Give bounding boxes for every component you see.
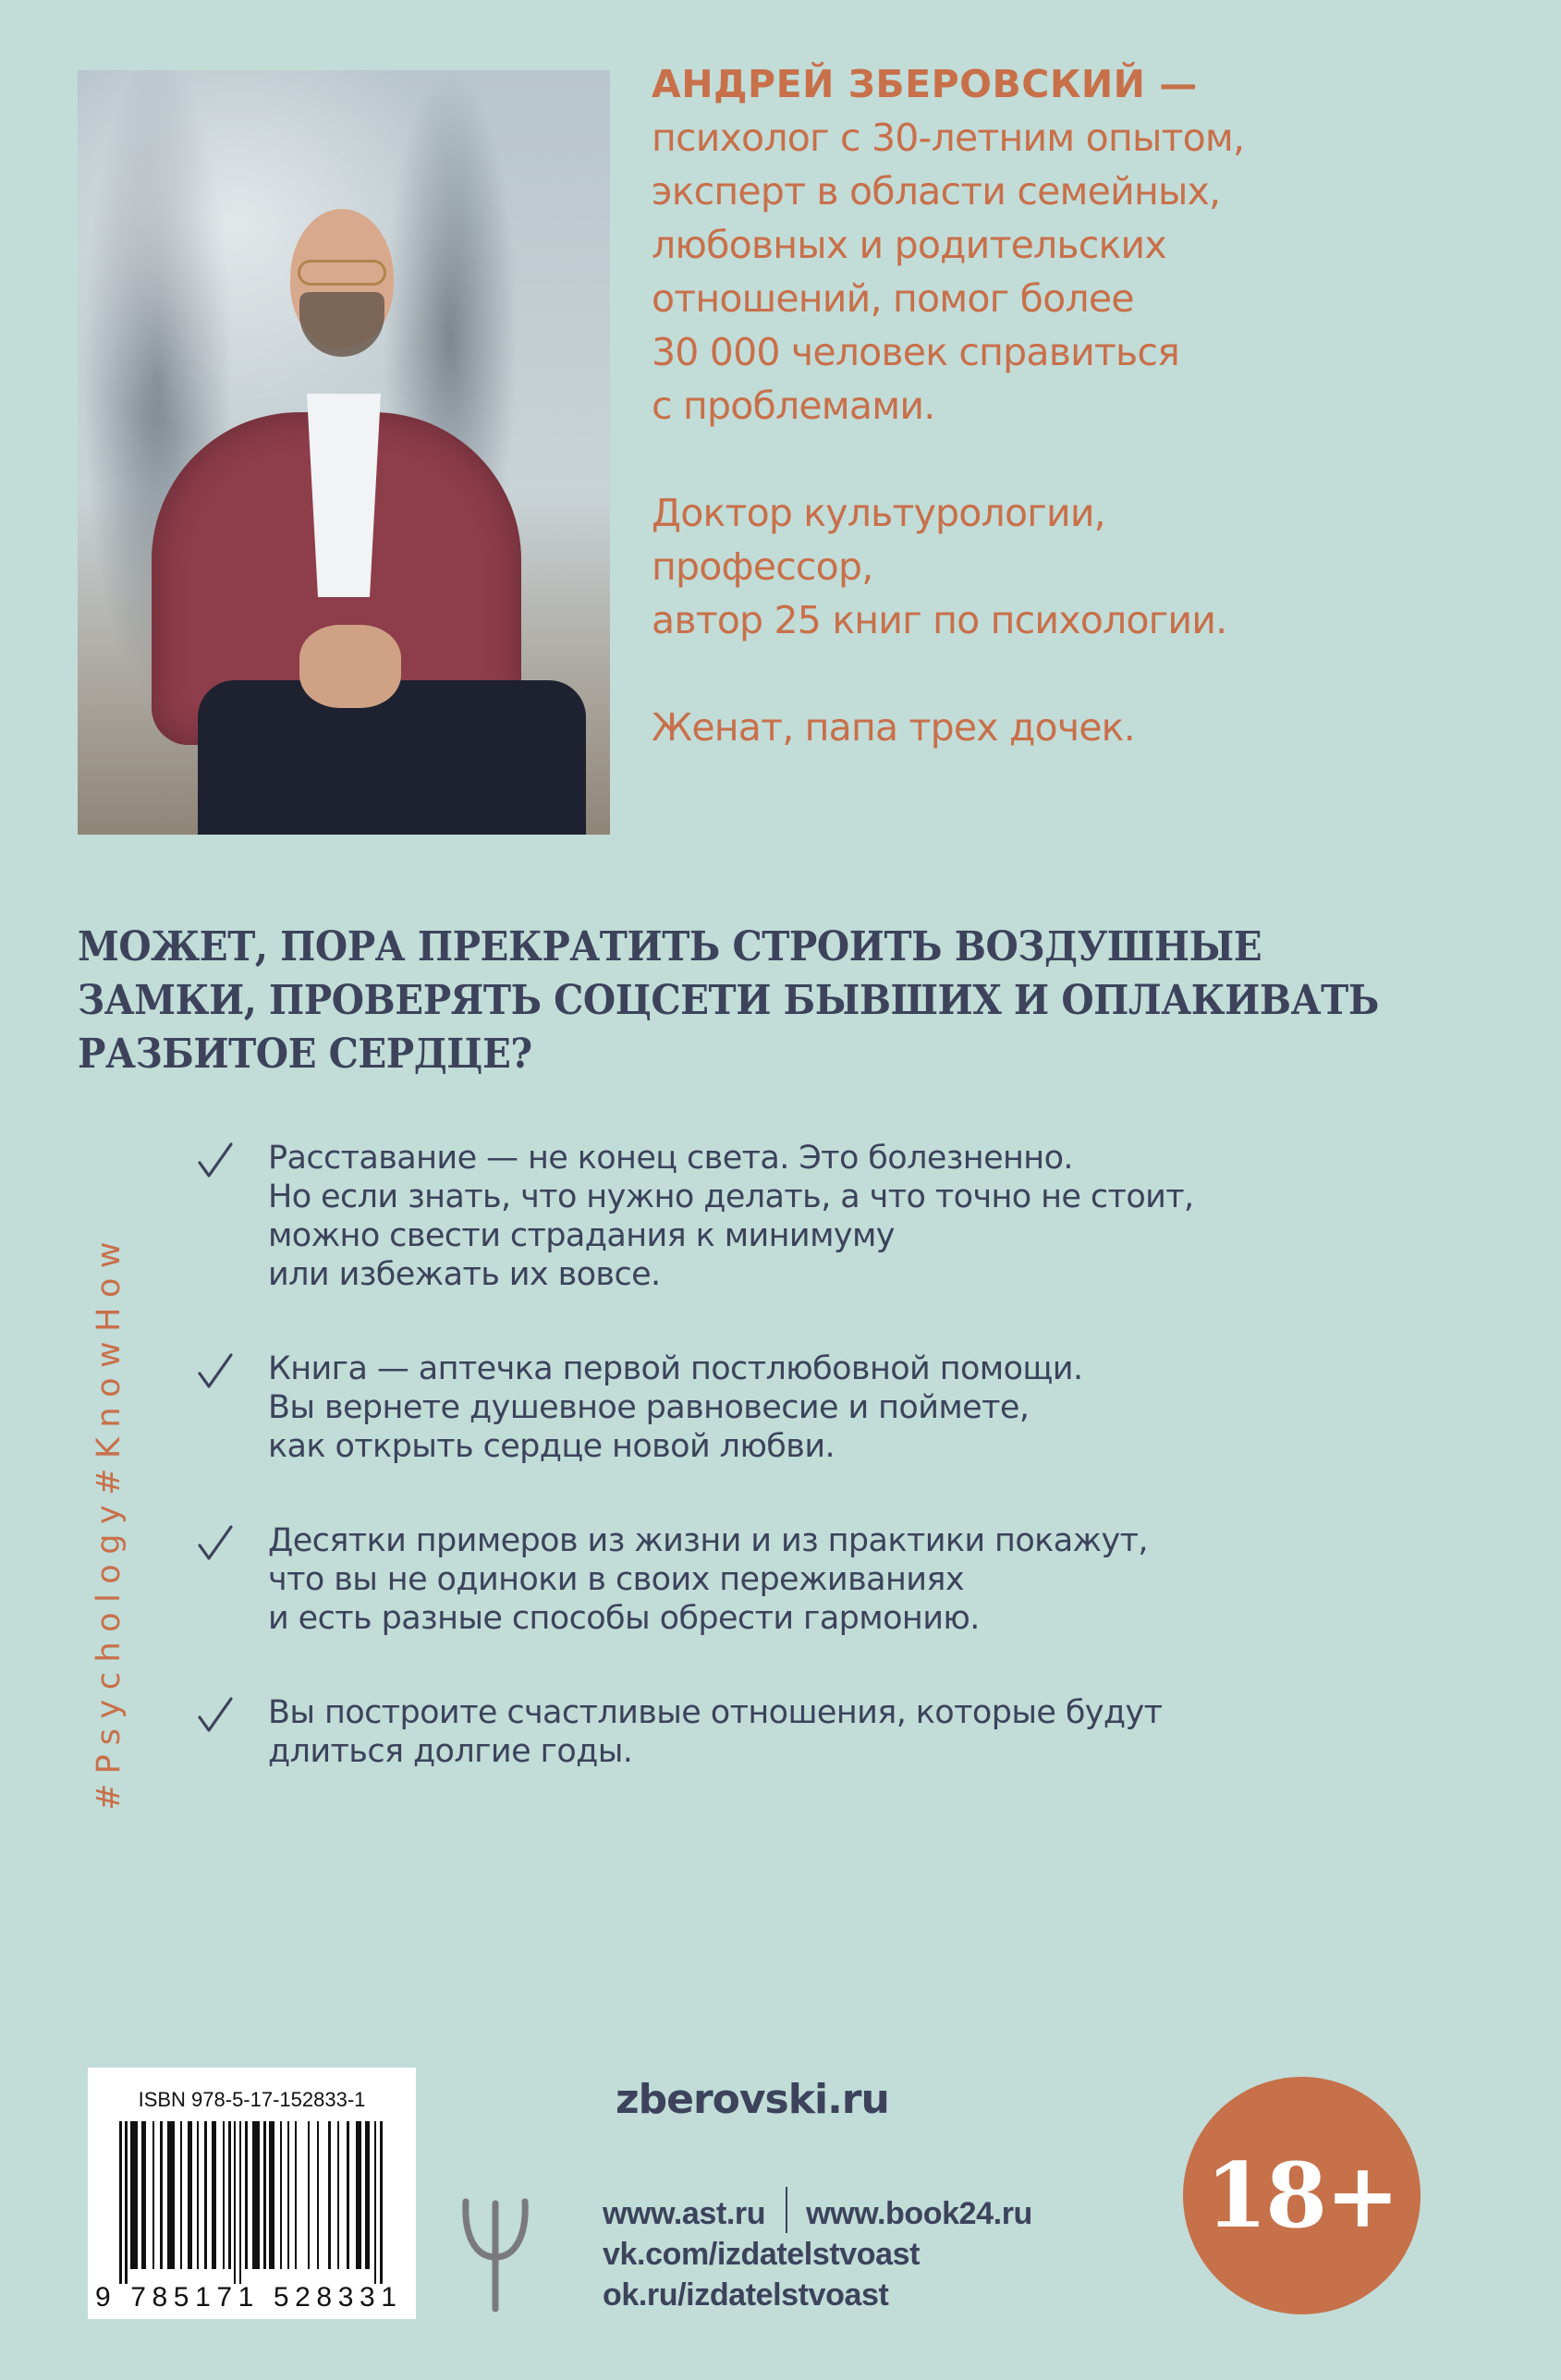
bio-line: любовных и родительских: [652, 223, 1166, 267]
ast-link[interactable]: www.ast.ru: [603, 2196, 766, 2231]
credentials-line: Доктор культурологии,: [652, 491, 1105, 535]
bullet-line: Десятки примеров из жизни и из практики покажут,: [268, 1522, 1148, 1559]
links-row: [603, 2187, 1032, 2234]
spacer: [652, 433, 1511, 486]
bio-line: психолог с 30-летним опытом,: [652, 116, 1245, 160]
ok-link[interactable]: ok.ru/izdatelstvoast: [603, 2277, 889, 2313]
book24-link[interactable]: www.book24.ru: [806, 2196, 1032, 2231]
bullet-line: можно свести страдания к минимуму: [268, 1217, 895, 1254]
bullet-line: и есть разные способы обрести гармонию.: [268, 1600, 980, 1637]
headline-line: МОЖЕТ, ПОРА ПРЕКРАТИТЬ СТРОИТЬ ВОЗДУШНЫЕ: [78, 923, 1262, 970]
photo-trousers: [198, 680, 586, 835]
bullet-line: что вы не одиноки в своих переживаниях: [268, 1561, 964, 1598]
list-item: [196, 1521, 1305, 1638]
divider: [786, 2187, 787, 2233]
vk-link[interactable]: vk.com/izdatelstvoast: [603, 2237, 921, 2272]
spacer: [652, 647, 1511, 701]
list-item: [196, 1139, 1305, 1294]
bullet-line: или избежать их вовсе.: [268, 1256, 661, 1293]
bullet-line: как открыть сердце новой любви.: [268, 1428, 835, 1465]
list-item: [196, 1349, 1305, 1466]
age-rating-badge: 18+: [1183, 2077, 1421, 2314]
author-website-link[interactable]: zberovski.ru: [616, 2076, 889, 2123]
check-icon: [196, 1351, 235, 1390]
check-icon: [196, 1695, 235, 1734]
headline: [78, 921, 1379, 1081]
barcode-bars: [119, 2121, 396, 2284]
bullet-line: Расставание — не конец света. Это болезненно.: [268, 1140, 1073, 1177]
photo-hands: [299, 625, 401, 708]
barcode-digits: 9 785171 528331: [95, 2282, 403, 2313]
check-icon: [196, 1141, 235, 1179]
benefit-list: [196, 1139, 1305, 1826]
headline-line: ЗАМКИ, ПРОВЕРЯТЬ СОЦСЕТИ БЫВШИХ И ОПЛАКИВАТЬ: [78, 977, 1379, 1024]
author-bio: [652, 57, 1511, 754]
bullet-line: Вы построите счастливые отношения, которые будут: [268, 1694, 1163, 1731]
bullet-line: Но если знать, что нужно делать, а что точно не стоит,: [268, 1178, 1194, 1215]
series-hashtag: #Psychology#KnowHow: [91, 1231, 128, 1812]
psi-logo-icon: [460, 2198, 530, 2313]
photo-shirt: [307, 394, 381, 597]
bio-line: эксперт в области семейных,: [652, 169, 1221, 214]
author-name: АНДРЕЙ ЗБЕРОВСКИЙ —: [652, 62, 1198, 106]
check-icon: [196, 1523, 235, 1562]
isbn-label: ISBN 978-5-17-152833-1: [138, 2088, 366, 2111]
list-item: [196, 1693, 1305, 1771]
bullet-line: Книга — аптечка первой постлюбовной помощи.: [268, 1350, 1083, 1387]
publisher-links: [603, 2187, 1032, 2315]
credentials-line: автор 25 книг по психологии.: [652, 598, 1227, 642]
isbn-barcode: [88, 2068, 416, 2319]
headline-line: РАЗБИТОЕ СЕРДЦЕ?: [78, 1031, 532, 1078]
bullet-line: Вы вернете душевное равновесие и поймете,: [268, 1389, 1030, 1426]
photo-glasses: [298, 260, 386, 286]
family-line: Женат, папа трех дочек.: [652, 705, 1135, 750]
bio-line: с проблемами.: [652, 384, 935, 428]
bio-line: отношений, помог более: [652, 276, 1134, 321]
photo-beard: [299, 292, 384, 357]
author-photo: [78, 70, 610, 835]
credentials-line: профессор,: [652, 544, 873, 589]
bio-line: 30 000 человек справиться: [652, 330, 1179, 374]
bullet-line: длиться долгие годы.: [268, 1733, 633, 1770]
